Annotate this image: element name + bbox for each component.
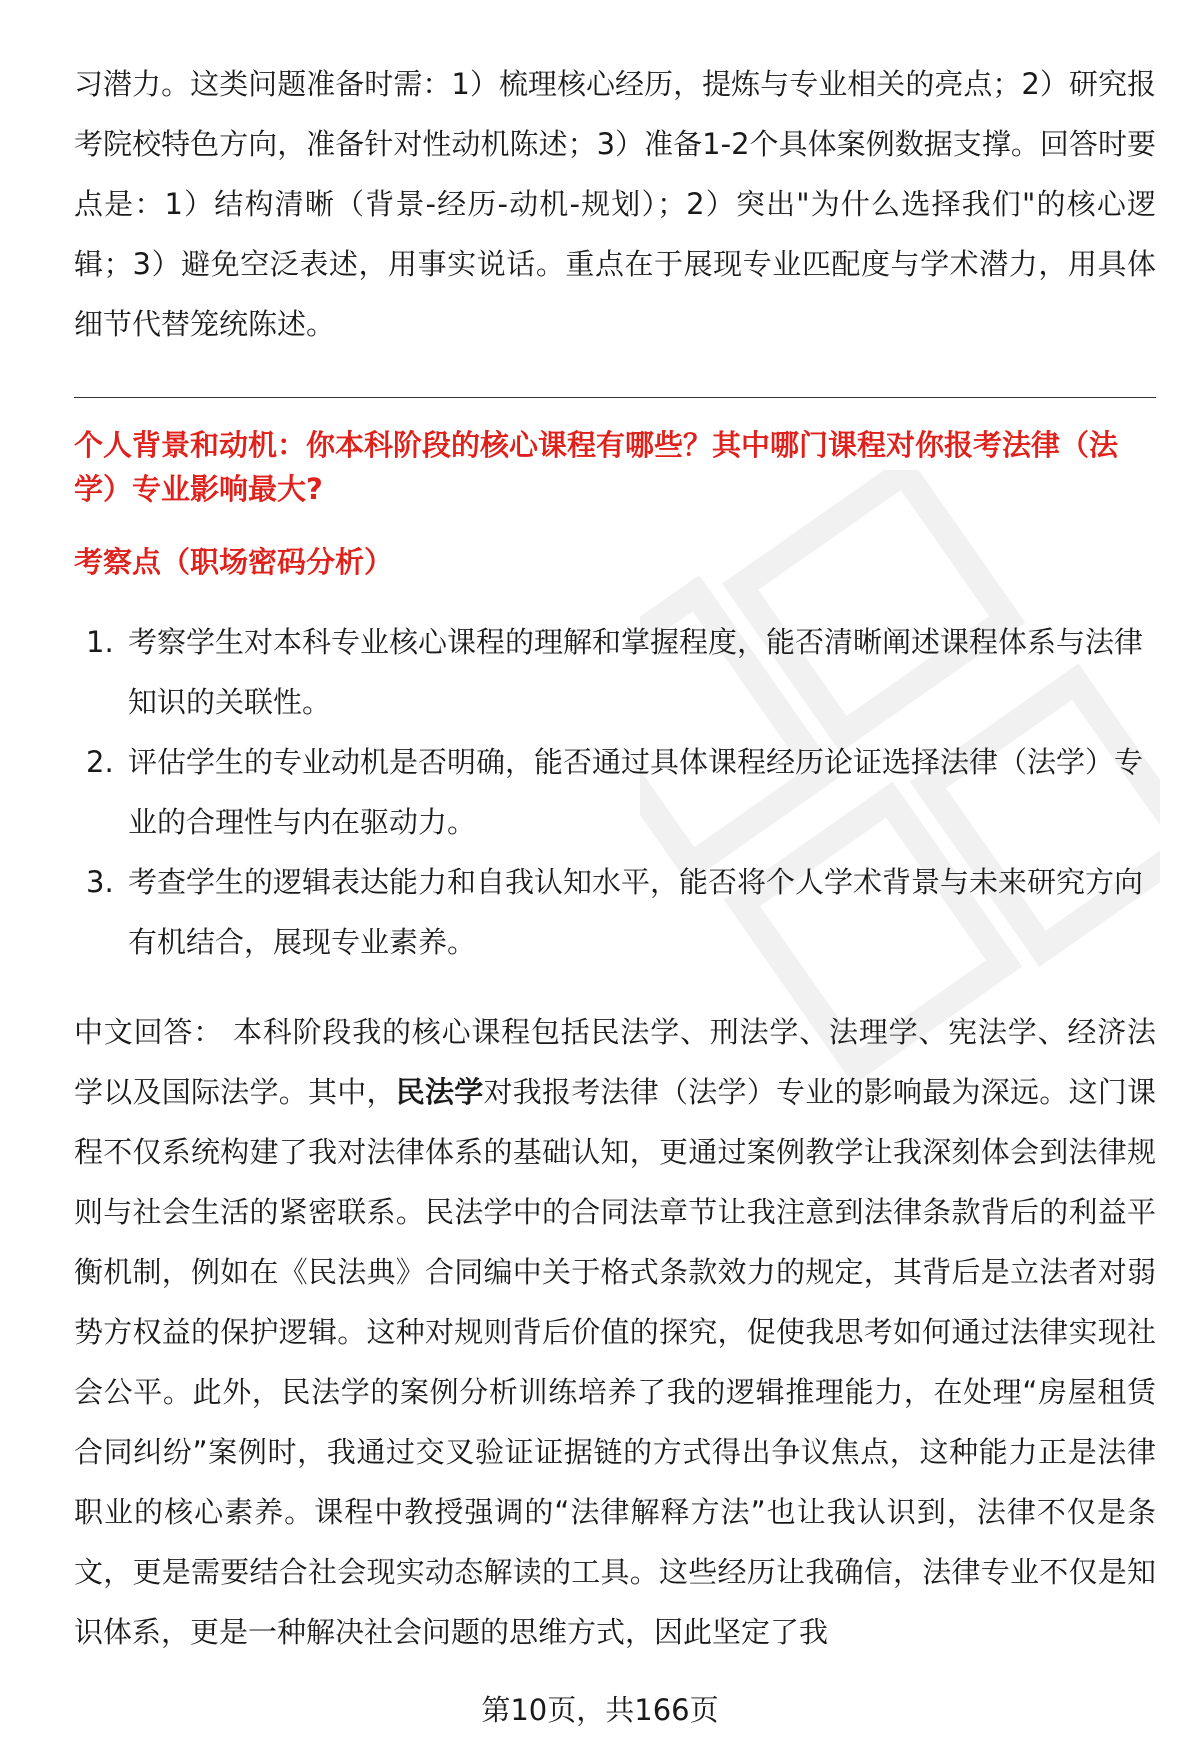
answer-text-part2: 对我报考法律（法学）专业的影响最为深远。这门课程不仅系统构建了我对法律体系的基础认知，更通过案例教学让我深刻体会到法律规则与社会生活的紧密联系。民法学中的合同法章节让我注意到法律条款背后的利益平衡机制，例如在《民法典》合同编中关于格式条款效力的规定，其背后是立法者对弱势方权益的保护逻辑。这种对规则背后价值的探究，促使我思考如何通过法律实现社会公平。此外，民法学的案例分析训练培养了我的逻辑推理能力，在处理“房屋租赁合同纠纷”案例时，我通过交叉验证证据链的方式得出争议焦点，这种能力正是法律职业的核心素养。课程中教授强调的“法律解释方法”也让我认识到，法律不仅是条文，更是需要结合社会现实动态解读的工具。这些经历让我确信，法律专业不仅是知识体系，更是一种解决社会问题的思维方式，因此坚定了我 <box>74 1075 1156 1649</box>
list-item-number: 1. <box>86 625 114 659</box>
focus-heading: 考察点（职场密码分析） <box>74 545 394 579</box>
answer-text-part1: 本科阶段我的核心课程包括民法学、刑法学、法理学、宪法学、经济法学以及国际法学。其中， <box>74 1015 1156 1109</box>
answer-label: 中文回答： <box>74 1015 223 1049</box>
answer-paragraph <box>74 1002 1156 1662</box>
focus-points-list <box>74 612 1156 972</box>
section-divider <box>74 397 1156 398</box>
list-item-number: 2. <box>86 745 114 779</box>
page-number-footer: 第10页，共166页 <box>481 1693 719 1727</box>
question-heading: 个人背景和动机：你本科阶段的核心课程有哪些？其中哪门课程对你报考法律（法学）专业影响最大? <box>74 428 1119 506</box>
answer-emphasis: 民法学 <box>395 1075 484 1109</box>
list-item-number: 3. <box>86 865 114 899</box>
list-item <box>74 612 1156 732</box>
intro-paragraph: 习潜力。这类问题准备时需：1）梳理核心经历，提炼与专业相关的亮点；2）研究报考院校特色方向，准备针对性动机陈述；3）准备1-2个具体案例数据支撑。回答时要点是：1）结构清晰（背景-经历-动机-规划）；2）突出"为什么选择我们"的核心逻辑；3）避免空泛表述，用事实说话。重点在于展现专业匹配度与学术潜力，用具体细节代替笼统陈述。 <box>74 67 1156 341</box>
list-item <box>74 732 1156 852</box>
list-item-text: 评估学生的专业动机是否明确，能否通过具体课程经历论证选择法律（法学）专业的合理性与内在驱动力。 <box>128 745 1144 839</box>
list-item-text: 考查学生的逻辑表达能力和自我认知水平，能否将个人学术背景与未来研究方向有机结合，展现专业素养。 <box>128 865 1144 959</box>
list-item-text: 考察学生对本科专业核心课程的理解和掌握程度，能否清晰阐述课程体系与法律知识的关联性。 <box>128 625 1144 719</box>
list-item <box>74 852 1156 972</box>
